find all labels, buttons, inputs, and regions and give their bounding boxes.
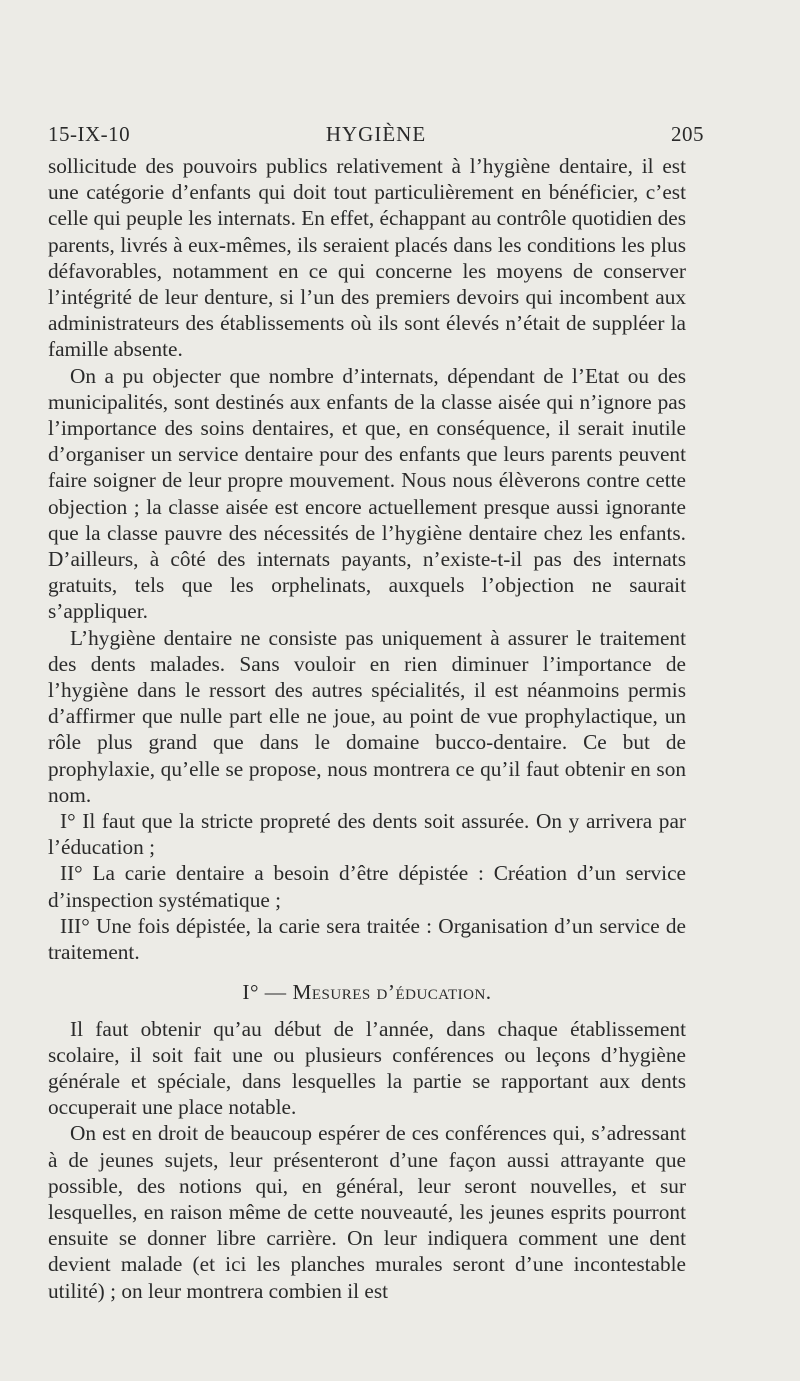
list-item: I° Il faut que la stricte propreté des dents soit assurée. On y arrivera par l’éducation ;: [48, 809, 686, 860]
paragraph: sollicitude des pouvoirs publics relativement à l’hygiène dentaire, il est une catégorie d’enfants qui doit tout particulièrement en bénéficier, c’est celle qui peuple les internats. En effet, échappant au contrôle quotidien des parents, livrés à eux-mêmes, ils seraient placés dans les conditions les plus défavorables, notamment en ce qui concerne les moyens de conserver l’intégrité de leur denture, si l’un des premiers devoirs qui incombent aux administrateurs des établissements où ils sont élevés n’était de suppléer la famille absente.: [48, 154, 686, 362]
header-title: HYGIÈNE: [325, 122, 427, 146]
body-text: [48, 153, 686, 1304]
paragraph: On est en droit de beaucoup espérer de ces conférences qui, s’adressant à de jeunes sujets, leur présenteront d’une façon aussi attrayante que possible, des notions qui, en général, leur seront nouvelles, et sur lesquelles, en raison même de cette nouveauté, les jeunes esprits pourront ensuite se donner libre carrière. On leur indiquera comment une dent devient malade (et ici les planches murales seront d’une incontestable utilité) ; on leur montrera combien il est: [48, 1121, 686, 1303]
section-heading: [48, 979, 686, 1005]
paragraph: Il faut obtenir qu’au début de l’année, dans chaque établissement scolaire, il soit fait une ou plusieurs conférences ou leçons d’hygiène générale et spéciale, dans lesquelles la partie se rapportant aux dents occuperait une place notable.: [48, 1016, 686, 1120]
paragraph: On a pu objecter que nombre d’internats, dépendant de l’Etat ou des municipalités, sont destinés aux enfants de la classe aisée qui n’ignore pas l’importance des soins dentaires, et que, en conséquence, il serait inutile d’organiser un service dentaire pour des enfants que leurs parents peuvent faire soigner de leur propre mouvement. Nous nous élèverons contre cette objection ; la classe aisée est encore actuellement presque aussi ignorante que la classe pauvre des nécessités de l’hygiène dentaire chez les enfants. D’ailleurs, à côté des internats payants, n’existe-t-il pas des internats gratuits, tels que les orphelinats, auxquels l’objection ne saurait s’appliquer.: [48, 363, 686, 624]
section-title: Mesures d’éducation.: [292, 980, 492, 1005]
header-date: 15-IX-10: [48, 122, 131, 146]
page-number: 205: [671, 122, 704, 146]
list-item: II° La carie dentaire a besoin d’être dépistée : Création d’un service d’inspection systématique ;: [48, 861, 686, 912]
section-number: I° —: [242, 980, 287, 1005]
paragraph: L’hygiène dentaire ne consiste pas uniquement à assurer le traitement des dents malades. Sans vouloir en rien diminuer l’importance de l’hygiène dans le ressort des autres spécialités, il est néanmoins permis d’affirmer que nulle part elle ne joue, au point de vue prophylactique, un rôle plus grand que dans le domaine bucco-dentaire. Ce but de prophylaxie, qu’elle se propose, nous montrera ce qu’il faut obtenir en son nom.: [48, 625, 686, 807]
page-header: [48, 122, 704, 150]
list-item: III° Une fois dépistée, la carie sera traitée : Organisation d’un service de traitement.: [48, 913, 686, 965]
